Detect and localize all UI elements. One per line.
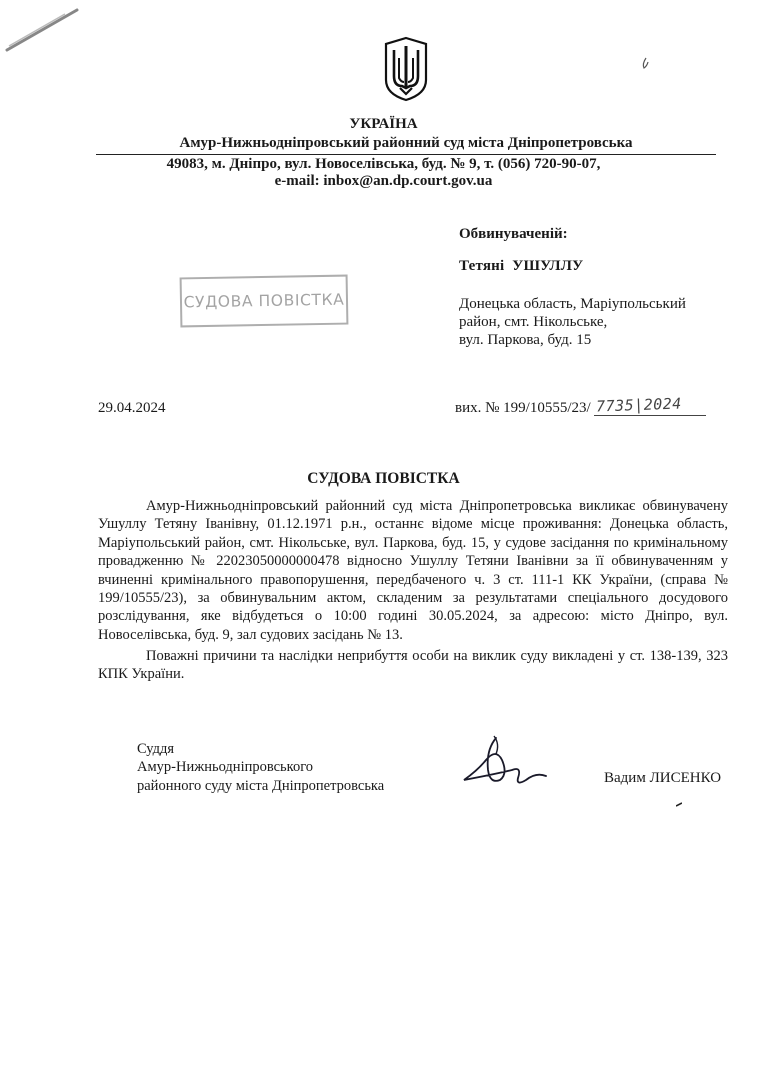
country-heading: УКРАЇНА (349, 116, 418, 132)
summons-paragraph: Амур-Нижньодніпровський районний суд міста Дніпропетровська викликає обвинувачену Ушуллу Тетяну Іванівну, 01.12.1971 р.н., останнє відоме місце проживання: Донецька область, Маріупольський район, смт. Нікольське, вул. Паркова, буд. 15, у судове засідання по кримінальному провадженню № 22023050000000478 відносно Ушуллу Тетяни Іванівни за її обвинуваченням у вчиненні кримінального правопорушення, передбаченого ч. 3 ст. 111-1 КК України, (справа № 199/10555/23), за обвинувальним актом, складеним за результатами спеціального досудового розслідування, яке відбудеться о 10:00 годині 30.05.2024, за адресою: місто Дніпро, вул. Новоселівська, буд. 9, зал судових засідань № 13. (98, 498, 728, 643)
judge-title-line: районного суду міста Дніпропетровська (137, 777, 385, 794)
recipient-name: Тетяні УШУЛЛУ (459, 258, 584, 274)
judge-name: Вадим ЛИСЕНКО (604, 770, 722, 786)
consequences-paragraph: Поважні причини та наслідки неприбуття особи на виклик суду викладені у ст. 138-139, 323 КПК України. (98, 648, 728, 683)
document-date: 29.04.2024 (98, 400, 166, 416)
summons-stamp: СУДОВА ПОВІСТКА (180, 275, 349, 328)
judge-title-line: Амур-Нижньодніпровського (137, 759, 314, 776)
handwritten-signature-icon (456, 730, 556, 792)
header-divider (96, 154, 716, 155)
judge-title (137, 740, 384, 795)
court-name-heading: Амур-Нижньодніпровський районний суд міста Дніпропетровська (179, 135, 633, 151)
recipient-address-line: Донецька область, Маріупольський (459, 296, 686, 312)
handwritten-registration-number: 7735|2024 (595, 394, 683, 416)
scan-mark-icon (5, 6, 80, 54)
document-title: СУДОВА ПОВІСТКА (307, 470, 460, 487)
pen-mark-icon (638, 56, 652, 70)
outgoing-number: вих. № 199/10555/23/ (455, 400, 591, 416)
court-email: e-mail: inbox@an.dp.court.gov.ua (274, 173, 493, 189)
recipient-address-line: вул. Паркова, буд. 15 (459, 332, 592, 348)
recipient-address-line: район, смт. Нікольське, (459, 314, 608, 330)
pen-dot-icon (676, 802, 682, 807)
judge-title-line: Суддя (137, 741, 175, 757)
recipient-address (459, 295, 686, 349)
recipient-role: Обвинуваченій: (459, 226, 568, 242)
court-address: 49083, м. Дніпро, вул. Новоселівська, буд. № 9, т. (056) 720-90-07, (166, 156, 601, 172)
outgoing-number-underline (594, 415, 706, 416)
tryzub-emblem-icon (382, 36, 430, 102)
